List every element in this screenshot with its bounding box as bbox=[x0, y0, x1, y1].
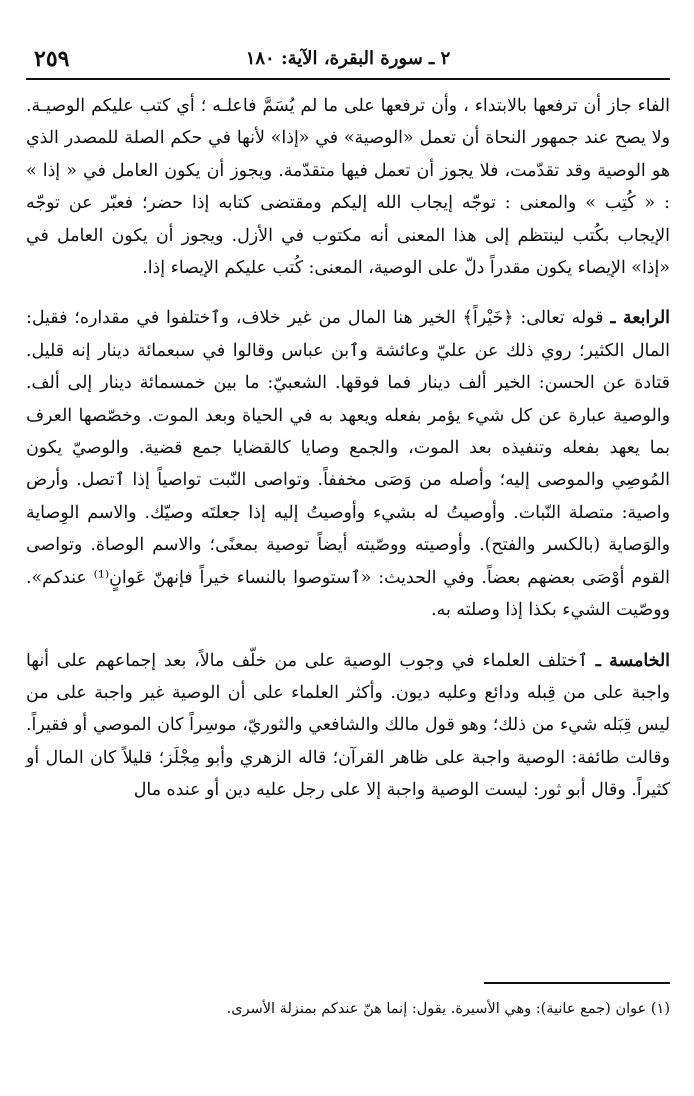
footnote: (١) عوان (جمع عانية): وهي الأسيرة. يقول: إنما هنّ عندكم بمنزلة الأسرى. bbox=[226, 1001, 670, 1017]
paragraph-continuation bbox=[26, 90, 670, 284]
page-header bbox=[26, 44, 670, 88]
paragraph-text: الفاء جاز أن ترفعها بالابتداء ، وأن ترفعها على ما لم يُسَمَّ فاعلـه ؛ أي كتب عليكم الوصيـة. ولا يصح عند جمهور النحاة أن تعمل «الوصية» في «إذا» لأنها في حكم الصلة للمصدر الذي هو الوصية وقد تقدّمت، فلا يجوز أن تعمل فيها متقدّمة. ويجوز أن يكون العامل في « إذا » : « كُتِب » والمعنى : توجّه إيجاب الله إليكم ومقتضى كتابه إذا حضر؛ فعبّر عن توجّه الإيجاب بكُتب لينتظم إلى هذا المعنى أنه مكتوب في الأزل. ويجوز أن يكون العامل في «إذا» الإيصاء يكون مقدراً دلّ على الوصية، المعنى: كُتب عليكم الإيصاء إذا. bbox=[26, 96, 670, 279]
paragraph-fourth-issue bbox=[26, 302, 670, 626]
page-number: ٢٥٩ bbox=[34, 46, 70, 72]
paragraph-text: قوله تعالى: ﴿خَيْراً﴾ الخير هنا المال من غير خلاف، وٱختلفوا في مقداره؛ فقيل: المال الكثير؛ روي ذلك عن عليّ وعائشة وٱبن عباس وقالوا في سبعمائة دينار إنه قليل. قتادة عن الحسن: الخير ألف دينار فما فوقها. الشعبيّ: ما بين خمسمائة دينار إلى ألف. والوصية عبارة عن كل شيء يؤمر بفعله ويعهد به في الحياة وبعد الموت. وخصّصها العرف بما يعهد بفعله وتنفيذه بعد الموت، والجمع وصايا كالقضايا جمع قضية. والوصيّ يكون المُوصِي والموصى إليه؛ وأصله من وَصَى مخففاً. وتواصى النّبت تواصياً إذا ٱتصل. وأرض واصية: متصلة النّبات. وأوصيتُ له بشيء وأوصيتُ إليه إذا جعلتَه وصيّك. والاسم الوِصاية والوَصاية (بالكسر والفتح). وأوصيته ووصّيته أيضاً توصية بمعنًى؛ والاسم الوصاة. وتواصى القوم أوْصَى بعضهم بعضاً. وفي الحديث: «ٱستوصوا بالنساء خيراً فإنهنّ عَوانٍ⁽¹⁾ عندكم». ووصّيت الشيء بكذا إذا وصلته به. bbox=[26, 308, 670, 621]
main-text bbox=[26, 90, 670, 807]
paragraph-text: ٱختلف العلماء في وجوب الوصية على من خلّف مالاً، بعد إجماعهم على أنها واجبة على من قِبله ودائع وعليه ديون. وأكثر العلماء على أن الوصية غير واجبة على من ليس قِبَله شيء من ذلك؛ وهو قول مالك والشافعي والثوريّ، موسِراً كان الموصي أو فقيراً. وقالت طائفة: الوصية واجبة على ظاهر القرآن؛ قاله الزهري وأبو مِجْلَز؛ قليلاً كان المال أو كثيراً. وقال أبو ثور: ليست الوصية واجبة إلا على رجل عليه دين أو عنده مال bbox=[26, 650, 670, 801]
footnote-divider bbox=[484, 982, 670, 984]
paragraph-fifth-issue bbox=[26, 645, 670, 807]
running-title: ٢ ـ سورة البقرة، الآية: ١٨٠ bbox=[245, 48, 451, 69]
section-label-fifth: الخامسة ـ bbox=[595, 650, 670, 671]
section-label-fourth: الرابعة ـ bbox=[610, 308, 670, 329]
book-page bbox=[26, 44, 670, 1084]
header-divider bbox=[26, 78, 670, 80]
